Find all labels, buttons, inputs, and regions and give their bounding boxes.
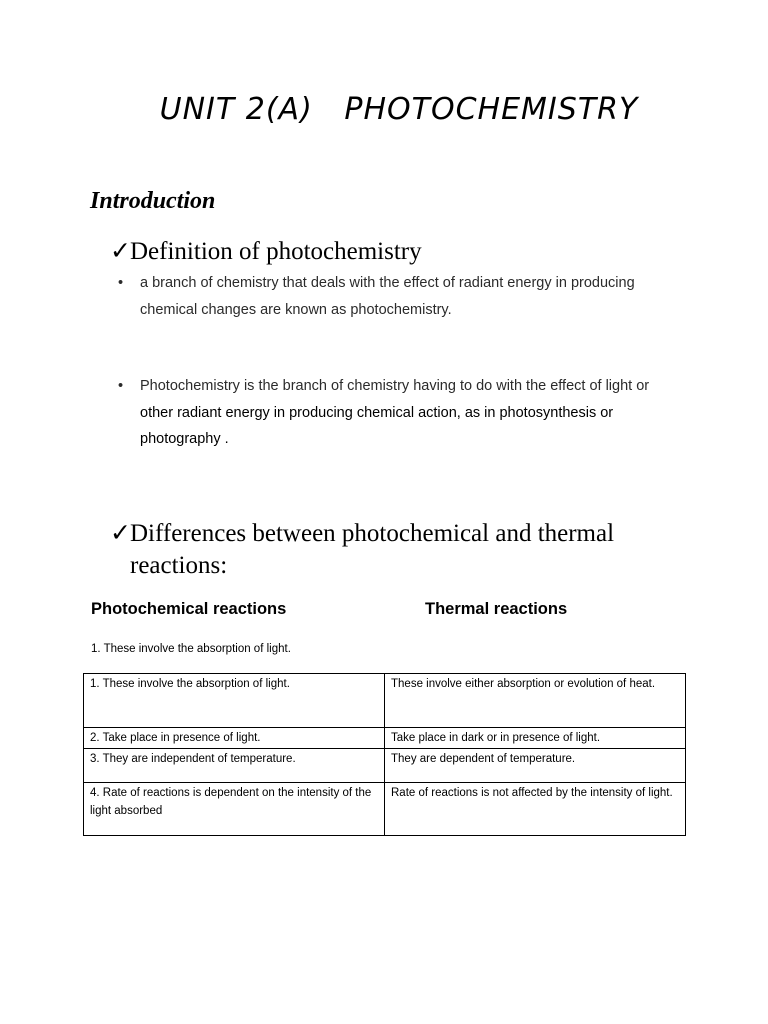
photochemical-cell: 3. They are independent of temperature. xyxy=(84,749,385,783)
definition-heading-text: Definition of photochemistry xyxy=(130,238,422,265)
definition-bullet-2-part1: Photochemistry is the branch of chemistry having to do with the effect of light or xyxy=(140,378,650,394)
thermal-cell: Rate of reactions is not affected by the intensity of light. xyxy=(385,783,686,836)
differences-heading-line2: reactions: xyxy=(130,552,228,579)
table-row xyxy=(84,728,686,749)
pre-table-note: 1. These involve the absorption of light. xyxy=(91,643,291,655)
definition-bullet-2 xyxy=(118,373,678,453)
checkmark-icon: ✓ xyxy=(110,238,131,265)
checkmark-icon: ✓ xyxy=(110,520,131,547)
definition-bullet-1 xyxy=(118,270,678,323)
bullet-icon: • xyxy=(118,378,124,394)
photochemical-cell: 2. Take place in presence of light. xyxy=(84,728,385,749)
definition-bullet-2-part2: other radiant energy in producing chemical action, as in photosynthesis or photography . xyxy=(140,404,614,447)
table-row xyxy=(84,783,686,836)
thermal-column-heading: Thermal reactions xyxy=(425,600,568,618)
photochemical-cell: 4. Rate of reactions is dependent on the intensity of the light absorbed xyxy=(84,783,385,836)
differences-heading xyxy=(110,518,670,582)
thermal-cell: They are dependent of temperature. xyxy=(385,749,686,783)
definition-bullet-2-text xyxy=(118,373,678,453)
differences-heading-line1: Differences between photochemical and thermal xyxy=(130,520,615,547)
table-row xyxy=(84,749,686,783)
differences-table xyxy=(83,673,686,836)
bullet-icon: • xyxy=(118,275,124,291)
photochemical-column-heading: Photochemical reactions xyxy=(91,600,287,618)
definition-bullet-1-text: a branch of chemistry that deals with the effect of radiant energy in producing chemical changes are known as photochemistry. xyxy=(140,275,635,318)
photochemical-cell: 1. These involve the absorption of light. xyxy=(84,674,385,728)
table-row xyxy=(84,674,686,728)
page-title: UNIT 2(A) PHOTOCHEMISTRY xyxy=(159,92,639,127)
thermal-cell: These involve either absorption or evolution of heat. xyxy=(385,674,686,728)
definition-heading xyxy=(110,236,670,268)
introduction-heading: Introduction xyxy=(90,188,216,214)
thermal-cell: Take place in dark or in presence of light. xyxy=(385,728,686,749)
